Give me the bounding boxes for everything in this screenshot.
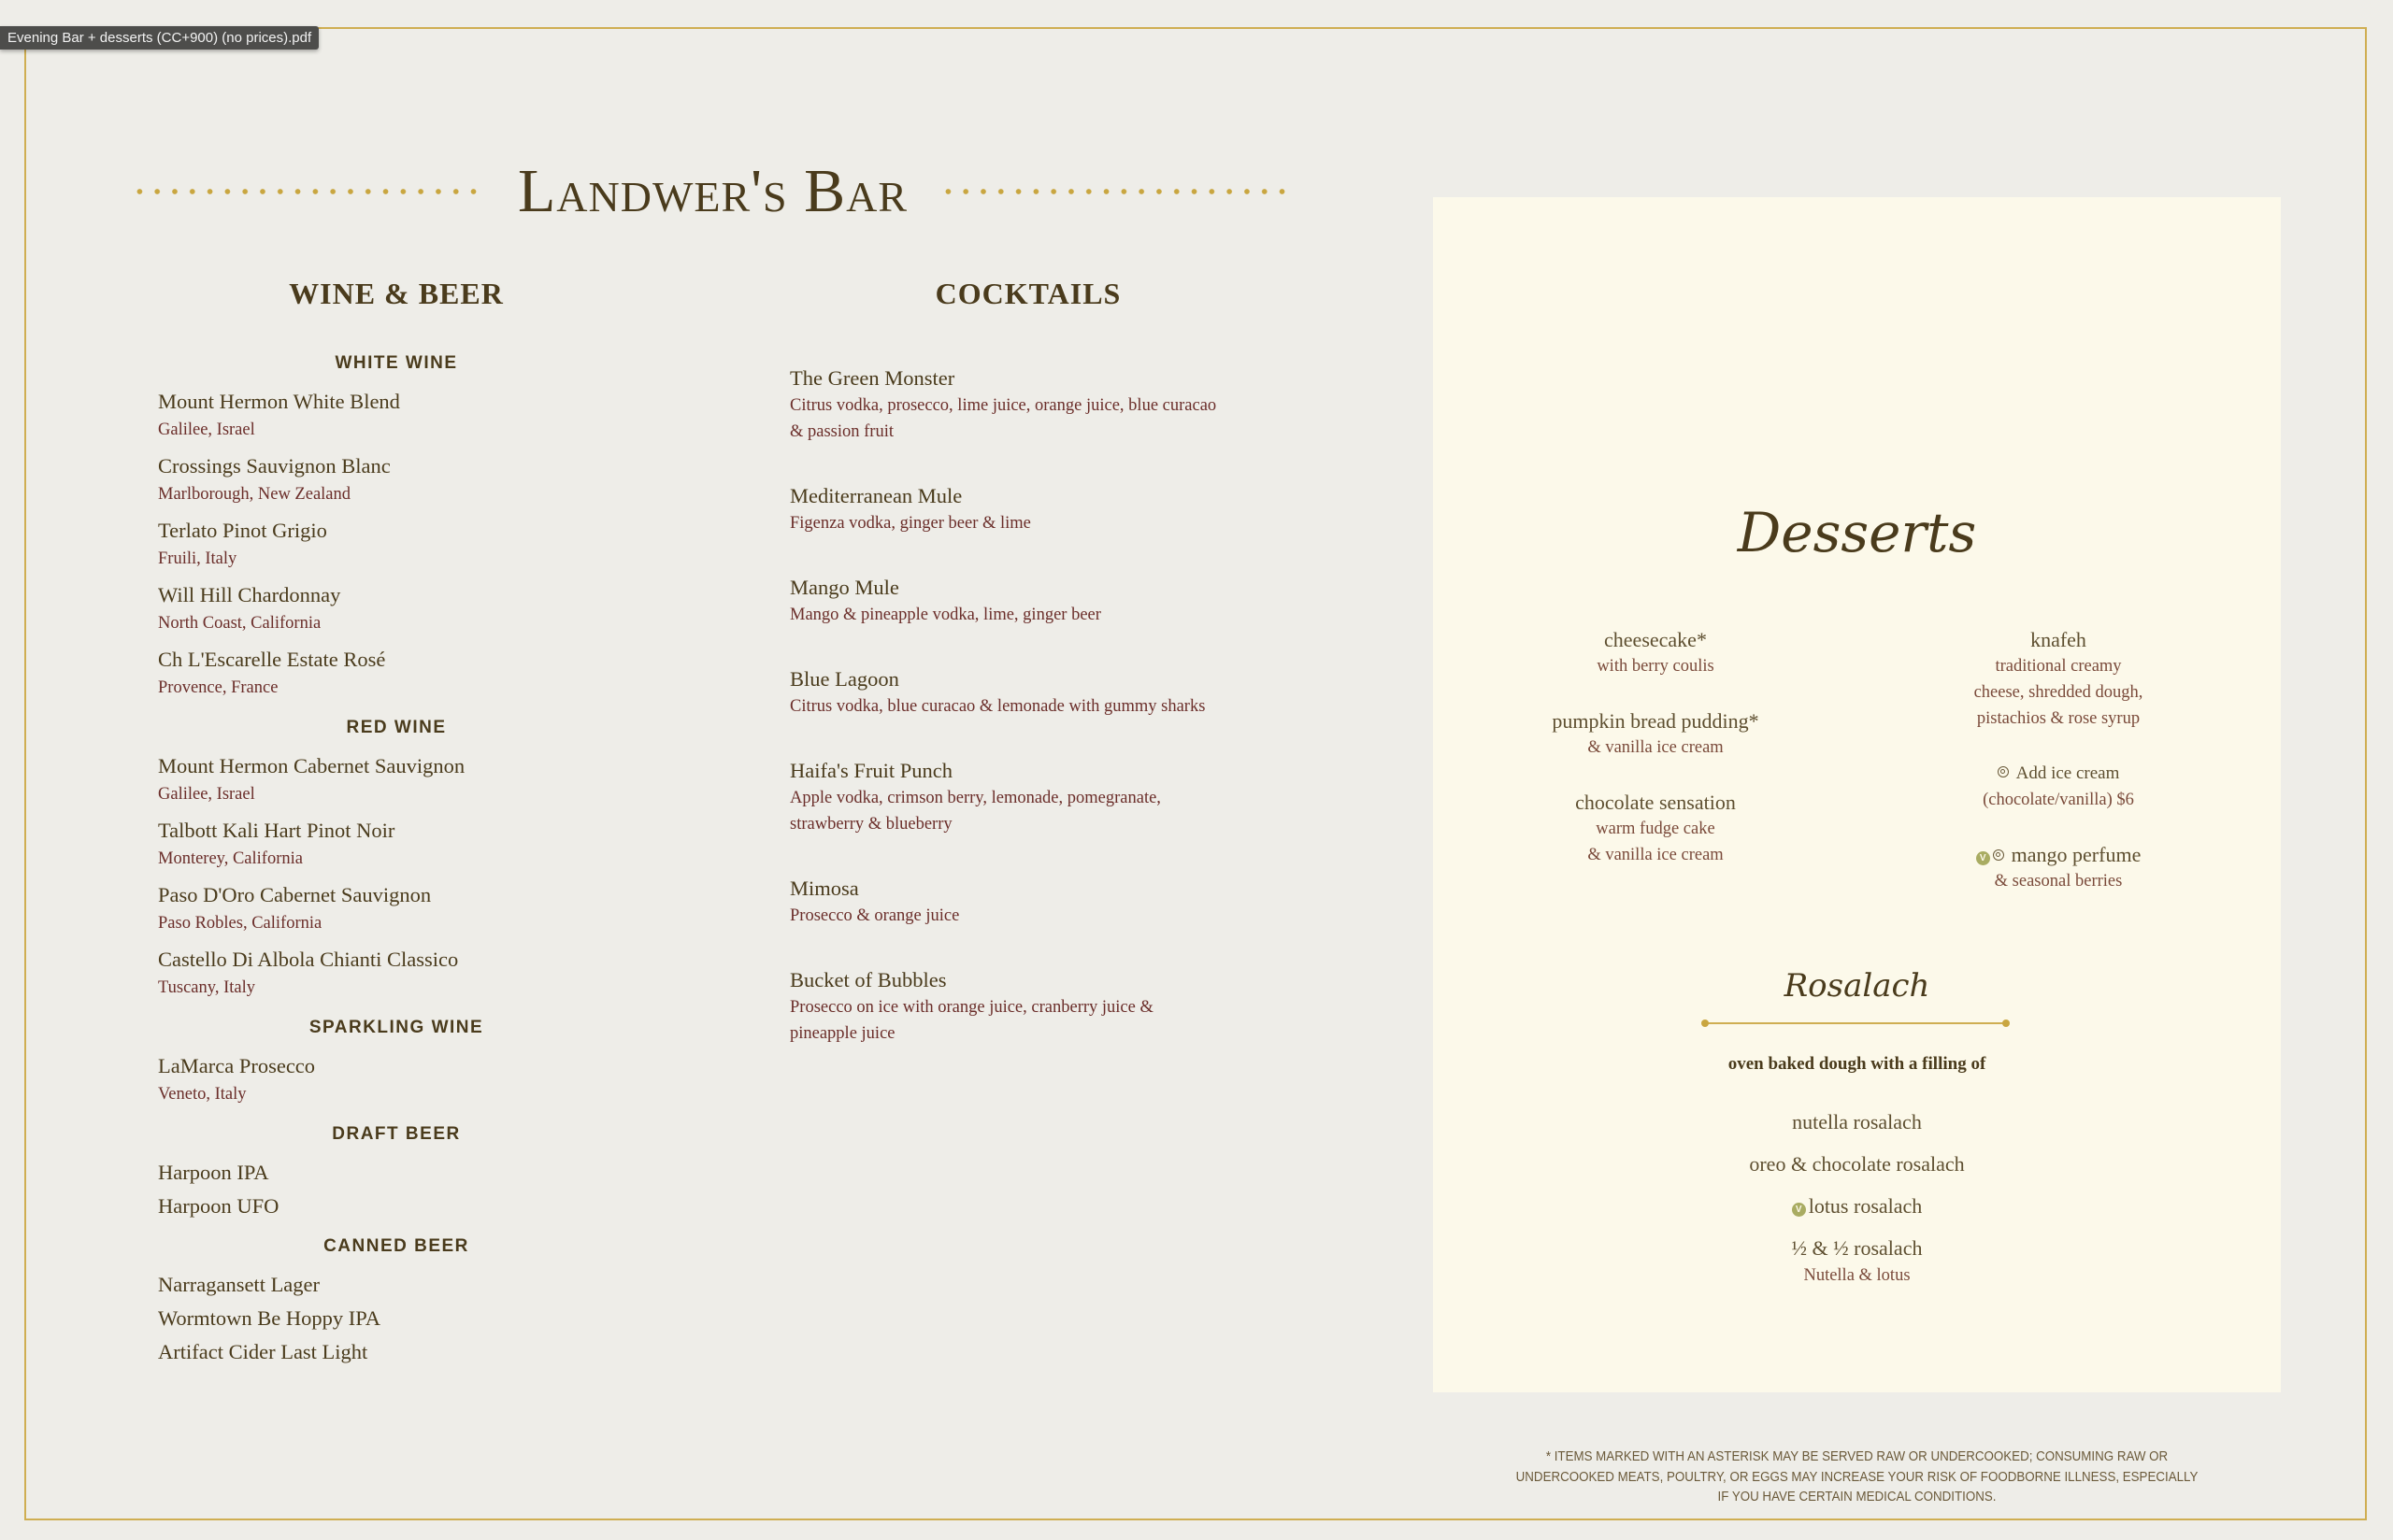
- menu-item: [158, 1192, 635, 1220]
- item-origin: Galilee, Israel: [158, 421, 255, 439]
- section-heading: WHITE WINE: [335, 353, 458, 373]
- cocktail-description: Citrus vodka, blue curacao & lemonade with gummy sharks: [790, 697, 1206, 716]
- cocktail-description: Apple vodka, crimson berry, lemonade, pomegranate,: [790, 789, 1161, 807]
- rosalach-list: [1433, 1108, 2281, 1303]
- cocktail-description: Figenza vodka, ginger beer & lime: [790, 514, 1031, 533]
- menu-item: [158, 1338, 635, 1366]
- dessert-name: pumpkin bread pudding*: [1552, 709, 1759, 733]
- item-name: Artifact Cider Last Light: [158, 1340, 368, 1363]
- dessert-description: & seasonal berries: [1994, 872, 2123, 891]
- dessert-item: [1857, 841, 2259, 894]
- dessert-name-line: [1454, 626, 1856, 653]
- dessert-description: traditional creamy: [1995, 657, 2122, 676]
- dessert-name: knafeh: [2030, 628, 2086, 651]
- dessert-name-line: [1454, 789, 1856, 816]
- cocktail-description: pineapple juice: [790, 1024, 896, 1043]
- menu-item: [158, 646, 635, 702]
- allergen-symbol-icon: [1998, 766, 2009, 777]
- rosalach-name-line: [1433, 1234, 2281, 1262]
- menu-item: [158, 388, 635, 444]
- menu-item: [158, 752, 635, 808]
- menu-item: [158, 581, 635, 637]
- item-name: Will Hill Chardonnay: [158, 583, 341, 606]
- rosalach-item: [1433, 1192, 2281, 1220]
- dessert-name: Add ice cream: [2015, 763, 2120, 783]
- cocktail-item: [790, 966, 1299, 1047]
- rosalach-name-line: [1433, 1192, 2281, 1220]
- dotted-divider-left: [131, 189, 486, 194]
- item-name: Harpoon IPA: [158, 1161, 269, 1184]
- dessert-name: cheesecake*: [1604, 628, 1707, 651]
- section-heading: DRAFT BEER: [332, 1124, 461, 1144]
- dessert-description: warm fudge cake: [1596, 820, 1715, 838]
- item-origin: North Coast, California: [158, 614, 322, 633]
- cocktail-item: [790, 757, 1299, 837]
- cocktail-description: & passion fruit: [790, 422, 894, 441]
- dessert-description: cheese, shredded dough,: [1973, 683, 2143, 702]
- item-name: Harpoon UFO: [158, 1194, 279, 1218]
- menu-item: [158, 946, 635, 1002]
- item-origin: Marlborough, New Zealand: [158, 485, 351, 504]
- cocktail-item: [790, 574, 1299, 628]
- dessert-name-line: [1454, 707, 1856, 734]
- rosalach-title: Rosalach: [1784, 967, 1930, 1005]
- cocktail-item: [790, 875, 1299, 929]
- cocktail-description: Citrus vodka, prosecco, lime juice, orange juice, blue curacao: [790, 396, 1217, 415]
- dessert-name-line: [1857, 760, 2259, 787]
- vegan-icon: V: [1792, 1203, 1806, 1217]
- item-origin: Provence, France: [158, 678, 279, 697]
- item-origin: Fruili, Italy: [158, 549, 237, 568]
- menu-title: Landwer's Bar: [517, 157, 909, 225]
- desserts-right-column: [1857, 626, 2259, 922]
- menu-item: [158, 452, 635, 508]
- rosalach-item: [1433, 1108, 2281, 1136]
- menu-item: [158, 517, 635, 573]
- menu-item: [158, 1305, 635, 1333]
- item-name: Terlato Pinot Grigio: [158, 519, 327, 542]
- cocktail-item: [790, 364, 1299, 445]
- menu-header: [131, 154, 1295, 229]
- item-name: Castello Di Albola Chianti Classico: [158, 948, 459, 971]
- rosalach-description: Nutella & lotus: [1803, 1266, 1911, 1285]
- dessert-item: [1857, 760, 2259, 813]
- dessert-name-line: [1857, 626, 2259, 653]
- cocktail-item: [790, 482, 1299, 536]
- cocktail-description: Mango & pineapple vodka, lime, ginger beer: [790, 606, 1101, 624]
- rosalach-name: ½ & ½ rosalach: [1791, 1236, 1923, 1260]
- wine-beer-column: [158, 349, 635, 1372]
- rosalach-item: [1433, 1150, 2281, 1178]
- rosalach-intro: oven baked dough with a filling of: [1727, 1054, 1986, 1074]
- menu-item: [158, 881, 635, 937]
- rosalach-divider: [1705, 1022, 2006, 1024]
- item-name: Mount Hermon Cabernet Sauvignon: [158, 754, 466, 777]
- cocktail-name: Mango Mule: [790, 576, 899, 599]
- cocktails-column: [790, 364, 1299, 1084]
- cocktail-description: strawberry & blueberry: [790, 815, 953, 834]
- rosalach-item: [1433, 1234, 2281, 1289]
- dessert-item: [1454, 789, 1856, 868]
- dessert-item: [1454, 707, 1856, 761]
- item-origin: Veneto, Italy: [158, 1085, 247, 1104]
- dessert-description: pistachios & rose syrup: [1976, 709, 2141, 728]
- menu-item: [158, 817, 635, 873]
- dessert-name: chocolate sensation: [1575, 791, 1736, 814]
- menu-item: [158, 1159, 635, 1187]
- item-name: Paso D'Oro Cabernet Sauvignon: [158, 883, 432, 906]
- section-heading: CANNED BEER: [323, 1236, 469, 1256]
- item-name: Narragansett Lager: [158, 1273, 321, 1296]
- dessert-item: [1857, 626, 2259, 732]
- section-heading: RED WINE: [346, 718, 447, 737]
- cocktails-heading: COCKTAILS: [935, 277, 1122, 310]
- item-origin: Paso Robles, California: [158, 914, 322, 933]
- desserts-left-column: [1454, 626, 1856, 896]
- menu-item: [158, 1052, 635, 1108]
- cocktail-name: Blue Lagoon: [790, 667, 899, 691]
- item-origin: Monterey, California: [158, 849, 303, 868]
- item-name: Ch L'Escarelle Estate Rosé: [158, 648, 386, 671]
- dessert-description: & vanilla ice cream: [1587, 738, 1724, 757]
- item-origin: Galilee, Israel: [158, 785, 255, 804]
- rosalach-name-line: [1433, 1150, 2281, 1178]
- cocktail-description: Prosecco & orange juice: [790, 906, 960, 925]
- rosalach-name: nutella rosalach: [1792, 1110, 1922, 1134]
- rosalach-name: oreo & chocolate rosalach: [1749, 1152, 1965, 1176]
- dessert-name-line: [1857, 841, 2259, 868]
- dessert-description: (chocolate/vanilla) $6: [1983, 791, 2134, 809]
- cocktail-name: Bucket of Bubbles: [790, 968, 947, 991]
- dessert-description: & vanilla ice cream: [1587, 846, 1724, 864]
- cocktail-name: Haifa's Fruit Punch: [790, 759, 953, 782]
- vegan-icon: V: [1976, 851, 1990, 865]
- cocktail-description: Prosecco on ice with orange juice, cranberry juice &: [790, 998, 1154, 1017]
- cocktail-item: [790, 665, 1299, 720]
- cocktail-name: The Green Monster: [790, 366, 955, 390]
- dotted-divider-right: [939, 189, 1295, 194]
- wine-beer-heading: WINE & BEER: [289, 277, 504, 310]
- desserts-title: Desserts: [1737, 501, 1977, 564]
- item-name: LaMarca Prosecco: [158, 1054, 316, 1077]
- item-origin: Tuscany, Italy: [158, 978, 255, 997]
- item-name: Mount Hermon White Blend: [158, 390, 400, 413]
- dessert-item: [1454, 626, 1856, 679]
- cocktail-name: Mediterranean Mule: [790, 484, 963, 507]
- item-name: Talbott Kali Hart Pinot Noir: [158, 819, 395, 842]
- file-name-tooltip: Evening Bar + desserts (CC+900) (no prices).pdf: [0, 26, 319, 50]
- rosalach-name-line: [1433, 1108, 2281, 1136]
- section-heading: SPARKLING WINE: [308, 1018, 484, 1037]
- item-name: Wormtown Be Hoppy IPA: [158, 1306, 380, 1330]
- rosalach-name: lotus rosalach: [1808, 1194, 1923, 1218]
- allergen-symbol-icon: [1993, 849, 2004, 861]
- cocktail-name: Mimosa: [790, 877, 859, 900]
- dessert-description: with berry coulis: [1597, 657, 1714, 676]
- desserts-panel: [1433, 197, 2281, 1504]
- menu-item: [158, 1271, 635, 1299]
- dessert-name: mango perfume: [2011, 843, 2142, 866]
- allergy-footnote: * ITEMS MARKED WITH AN ASTERISK MAY BE SERVED RAW OR UNDERCOOKED; CONSUMING RAW OR UNDERCOOKED MEATS, POULTRY, OR EGGS MAY INCREASE YOUR RISK OF FOODBORNE ILLNESS, ESPECIALLY IF YOU HAVE CERTAIN MEDICAL CONDITIONS.: [1515, 1449, 2199, 1504]
- item-name: Crossings Sauvignon Blanc: [158, 454, 391, 478]
